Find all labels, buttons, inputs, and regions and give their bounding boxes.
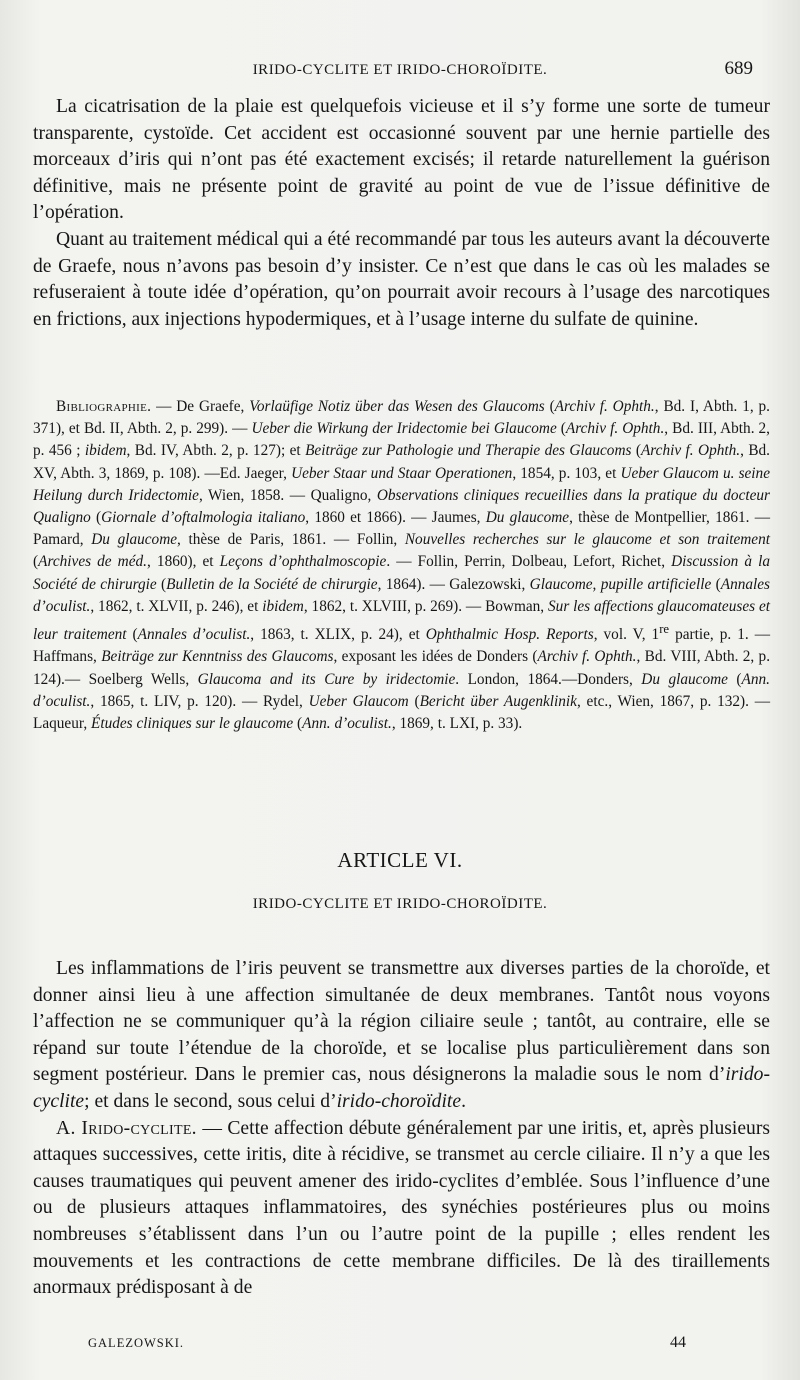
citation-text: . London, 1864.—Donders, xyxy=(455,670,642,688)
citation-text: , 1869, t. LXI, p. 33). xyxy=(391,714,523,732)
work-title: Annales d’oculist. xyxy=(33,575,771,615)
work-title: Glaucoma and its Cure by iridectomie xyxy=(197,670,456,688)
citation-text: ( xyxy=(631,442,641,460)
work-title: Archiv f. Ophth. xyxy=(537,648,637,666)
text-run: — Cette affection débute généralement par une iritis, et, après plusieurs attaques successives, cette iritis, dite à récidive, se transmet au cercle ciliaire. Il n’y a que les causes traumatiques qui peuvent amener des irido-cyclites d’emblée. Sous l’influence d’une ou de plusieurs attaques inflammatoires, des synéchies postérieures plus ou moins nombreuses s’établissent dans l’un ou l’autre point de la pupille ; elles rendent les mouvements et les contractions de cette membrane difficiles. De là des tiraillements anormaux prédisposant à de xyxy=(33,1117,770,1299)
term: irido-choroïdite xyxy=(336,1090,462,1112)
superscript: re xyxy=(659,622,670,637)
work-title: Ann. d’oculist. xyxy=(302,714,392,732)
citation-text: , vol. V, 1 xyxy=(593,626,660,644)
footer-author: GALEZOWSKI. xyxy=(88,1336,185,1350)
work-title: Observations cliniques recueillies dans la pratique du docteur Qualigno xyxy=(33,486,771,527)
work-title: Sur les affections glaucomateuses et leur traitement xyxy=(33,597,770,644)
citation-text: , Bd. IV, Abth. 2, p. 127); et xyxy=(126,442,306,460)
work-title: Vorlaüfige Notiz über das Wesen des Glaucoms xyxy=(249,398,545,415)
bibliography-paragraph xyxy=(33,396,770,735)
citation-text: ( xyxy=(711,575,721,593)
citation-text: , thèse de Paris, 1861. — Follin, xyxy=(177,531,405,549)
work-title: Leçons d’ophthalmoscopie xyxy=(219,553,387,571)
paragraph xyxy=(33,1116,770,1302)
citation-text: ( xyxy=(727,670,742,688)
work-title: Ophthalmic Hosp. Reports xyxy=(425,626,594,644)
citation-text: , exposant les idées de Donders ( xyxy=(333,648,538,666)
bibliography xyxy=(33,396,770,735)
citation-text: , 1862, t. XLVIII, p. 269). — Bowman, xyxy=(303,597,549,615)
signature-mark: 44 xyxy=(670,1334,686,1351)
citation-text: , Bd. I, Abth. 1, p. 371), et Bd. II, Abth. 2, p. 299). — xyxy=(33,398,771,438)
citation-text: , 1865, t. LIV, p. 120). — Rydel, xyxy=(90,692,309,710)
work-title: Archiv f. Ophth. xyxy=(554,398,655,415)
work-title: Archiv f. Ophth. xyxy=(565,420,665,438)
article-text xyxy=(33,956,770,1302)
work-title: Annales d’oculist. xyxy=(137,626,251,644)
citation-text: , 1854, p. 103, et xyxy=(512,464,621,482)
citation-text: ( xyxy=(33,553,39,571)
citation-text: ( xyxy=(556,420,566,438)
running-title: IRIDO-CYCLITE ET IRIDO-CHOROÏDITE. xyxy=(252,62,548,78)
work-title: Du glaucome xyxy=(91,531,178,549)
citation-text: , Bd. VIII, Abth. 2, p. 124).— Soelberg Wells, xyxy=(33,648,771,688)
citation-text: ( xyxy=(293,714,303,732)
work-title: Ueber Staar und Staar Operationen xyxy=(291,464,513,482)
work-title: Archives de méd. xyxy=(38,553,147,571)
work-title: Bericht über Augenklinik xyxy=(419,692,577,710)
section-title: IRIDO-CYCLITE ET IRIDO-CHOROÏDITE. xyxy=(252,896,548,912)
citation-text: , 1860 et 1866). — Jaumes, xyxy=(305,509,486,527)
paragraph: Quant au traitement médical qui a été recommandé par tous les auteurs avant la découverte de Graefe, nous n’avons pas besoin d’y insister. Ce n’est que dans le cas où les malades se refuseraient à toute idée d’opération, qu’on pourrait avoir recours à l’usage des narcotiques en frictions, aux injections hypodermiques, et à l’usage interne du sulfate de quinine. xyxy=(33,228,770,330)
citation-text: . — Follin, Perrin, Dolbeau, Lefort, Richet, xyxy=(386,553,672,571)
citation-text: , Bd. XV, Abth. 3, 1869, p. 108). —Ed. Jaeger, xyxy=(33,442,771,482)
citation-text: , etc., Wien, 1867, p. 132). — Laqueur, xyxy=(33,692,771,732)
subsection-label: A. Irido-cyclite. xyxy=(56,1117,197,1139)
work-title: Archiv f. Ophth. xyxy=(640,442,741,460)
text-run: . xyxy=(461,1090,466,1112)
page-footer xyxy=(0,1336,800,1356)
work-title: Études cliniques sur le glaucome xyxy=(91,714,294,732)
work-title: Du glaucome xyxy=(641,670,728,688)
citation-text: , thèse de Montpellier, 1861. — Pamard, xyxy=(33,509,770,549)
citation-text: , 1860), et xyxy=(147,553,220,571)
work-title: ibidem xyxy=(84,442,127,460)
citation-text: , 1862, t. XLVII, p. 246), et xyxy=(90,597,263,615)
text-run: ; et dans le second, sous celui d’ xyxy=(84,1090,337,1112)
paragraph xyxy=(33,956,770,1116)
citation-text: ( xyxy=(408,692,420,710)
citation-text: partie, p. 1. — Haffmans, xyxy=(33,626,771,666)
work-title: Ueber Glaucom u. seine Heilung durch Iridectomie xyxy=(33,464,770,504)
work-title: Nouvelles recherches sur le glaucome et son traitement xyxy=(404,531,770,549)
citation-text: , Bd. III, Abth. 2, p. 456 ; xyxy=(33,420,771,460)
citation-text: , 1864). — Galezowski, xyxy=(377,575,530,593)
work-title: Glaucome, pupille artificielle xyxy=(529,575,712,593)
citation-text: ( xyxy=(90,509,102,527)
citation-text: , Wien, 1858. — Qualigno, xyxy=(198,486,377,504)
citation-text: ( xyxy=(156,575,167,593)
work-title: Beiträge zur Pathologie und Therapie des Glaucoms xyxy=(305,442,632,460)
citation-text: , 1863, t. XLIX, p. 24), et xyxy=(250,626,426,644)
term: irido-cyclite xyxy=(33,1064,770,1112)
citation-text: ( xyxy=(126,626,138,644)
work-title: Bulletin de la Société de chirurgie xyxy=(166,575,378,593)
running-head xyxy=(0,58,800,84)
article-heading: ARTICLE VI. xyxy=(337,848,463,872)
work-title: Beiträge zur Kenntniss des Glaucoms xyxy=(101,648,334,666)
work-title: Ueber Glaucom xyxy=(308,692,409,710)
work-title: Giornale d’oftalmologia italiano xyxy=(101,509,306,527)
citation-text: ( xyxy=(544,398,555,415)
work-title: Du glaucome xyxy=(485,509,570,527)
work-title: Ann. d’oculist. xyxy=(33,670,770,710)
work-title: Ueber die Wirkung der Iridectomie bei Glaucome xyxy=(251,420,557,438)
work-title: ibidem xyxy=(262,597,304,615)
citation-text: — De Graefe, xyxy=(151,398,250,415)
bibliography-label: Bibliographie. xyxy=(56,398,152,415)
intro-text xyxy=(33,94,770,333)
work-title: Discussion à la Société de chirurgie xyxy=(33,553,770,593)
text-run: Les inflammations de l’iris peuvent se transmettre aux diverses parties de la choroïde, et donner ainsi lieu à une affection simultanée de deux membranes. Tantôt nous voyons l’affection ne se communiquer qu’à la région ciliaire seule ; tantôt, au contraire, elle se répand sur toute l’étendue de la choroïde, et se localise plus particulièrement dans son segment postérieur. Dans le premier cas, nous désignerons la maladie sous le nom d’ xyxy=(33,958,770,1086)
page-number: 689 xyxy=(724,58,753,79)
paragraph: La cicatrisation de la plaie est quelquefois vicieuse et il s’y forme une sorte de tumeur transparente, cystoïde. Cet accident est occasionné souvent par une hernie partielle des morceaux d’iris qui n’ont pas été exactement excisés; il retarde naturellement la guérison définitive, mais ne présente point de gravité au point de vue de l’issue définitive de l’opération. xyxy=(33,96,770,224)
